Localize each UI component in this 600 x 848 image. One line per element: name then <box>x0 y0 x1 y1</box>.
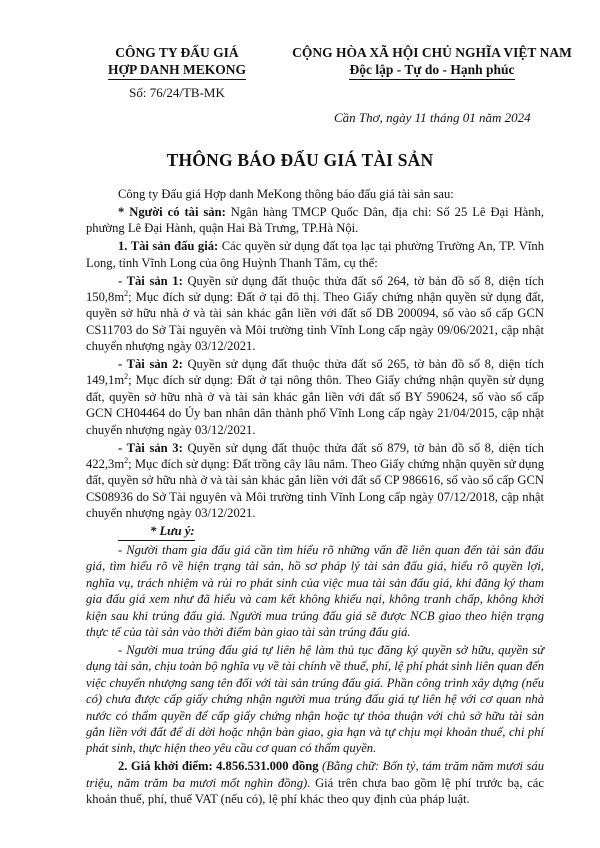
assets-paragraph <box>86 238 544 271</box>
notes-label: * Lưu ý: <box>118 523 195 540</box>
notes-label-paragraph <box>86 523 544 540</box>
asset-2-label: - Tài sản 2: <box>118 357 183 372</box>
asset-1-text-a: Quyền sử dụng đất thuộc thửa đất số 264, tờ bản đồ số 8, diện tích 150,8m <box>86 273 544 304</box>
nation-block <box>262 44 600 80</box>
asset-2-text-a: Quyền sử dụng đất thuộc thửa đất số 265, tờ bản đồ số 8, diện tích 149,1m <box>86 357 544 388</box>
asset-1-text-b: ; Mục đích sử dụng: Đất ở tại đô thị. Theo Giấy chứng nhận quyền sử dụng đất, quyền sở hữu nhà ở và tài sản khác gắn liền với đất số DB 200094, số vào sổ cấp GCN CS11703 do Sở Tài nguyên và Môi trường tỉnh Vĩnh Long cấp ngày 09/06/2021, cập nhật chuyển nhượng ngày 03/12/2021. <box>86 289 544 354</box>
nation-title: CỘNG HÒA XÃ HỘI CHỦ NGHĨA VIỆT NAM <box>292 45 572 60</box>
asset-2-paragraph <box>86 356 544 438</box>
asset-3-text-b: ; Mục đích sử dụng: Đất trồng cây lâu năm. Theo Giấy chứng nhận quyền sử dụng đất, quyền sở hữu nhà ở và tài sản khác gắn liền với đất số CP 986616, số vào sổ cấp GCN CS08936 do Sở Tài nguyên và Môi trường tỉnh Vĩnh Long cấp ngày 07/12/2018, cập nhật chuyển nhượng ngày 03/12/2021. <box>86 457 544 521</box>
price-label: 2. Giá khởi điểm: 4.856.531.000 đồng <box>118 759 319 774</box>
owner-label: * Người có tài sản: <box>118 204 226 219</box>
company-block <box>92 44 262 101</box>
document-body <box>86 186 544 809</box>
price-rest: Giá trên chưa bao gồm lệ phí trước bạ, các khoản thuế, phí, thuế VAT (nếu có), lệ phí khác theo quy định của pháp luật. <box>86 775 544 807</box>
company-name-line1: CÔNG TY ĐẤU GIÁ <box>115 45 239 60</box>
assets-text: Các quyền sử dụng đất tọa lạc tại phường Trường An, TP. Vĩnh Long, tỉnh Vĩnh Long của ông Huỳnh Thanh Tâm, cụ thể: <box>86 239 544 270</box>
asset-3-text-a: Quyền sử dụng đất thuộc thửa đất số 879, tờ bản đồ số 8, diện tích 422,3m <box>86 440 544 471</box>
company-name-line2: HỢP DANH MEKONG <box>108 61 246 80</box>
asset-2-sup: 2 <box>124 372 129 382</box>
assets-label: 1. Tài sản đấu giá: <box>118 239 219 254</box>
price-paragraph <box>86 758 544 807</box>
national-motto: Độc lập - Tự do - Hạnh phúc <box>349 61 514 80</box>
intro-paragraph: Công ty Đấu giá Hợp danh MeKong thông báo đấu giá tài sản sau: <box>118 187 454 201</box>
owner-text: Ngân hàng TMCP Quốc Dân, địa chỉ: Số 25 Lê Đại Hành, phường Lê Đại Hành, quận Hai Bà Trưng, TP.Hà Nội. <box>86 204 544 236</box>
price-in-words: (Bằng chữ: Bốn tỷ, tám trăm năm mươi sáu triệu, năm trăm ba mươi mốt nghìn đồng). <box>86 759 544 790</box>
document-title: THÔNG BÁO ĐẤU GIÁ TÀI SẢN <box>166 150 434 170</box>
asset-1-sup: 2 <box>124 288 129 298</box>
asset-1-label: - Tài sản 1: <box>118 273 183 288</box>
asset-3-label: - Tài sản 3: <box>118 440 183 455</box>
asset-1-paragraph <box>86 273 544 355</box>
issue-date: Cần Thơ, ngày 11 tháng 01 năm 2024 <box>334 110 531 125</box>
note-2: - Người mua trúng đấu giá tự liên hệ làm thủ tục đăng ký quyền sở hữu, quyền sử dụng tài sản, chịu toàn bộ nghĩa vụ về tài chính về thuế, phí, lệ phí phát sinh liên quan đến việc chuyển nhượng sang tên đối với tài sản trúng đấu giá. Phần công trình xây dựng (nếu có) chưa được cấp giấy chứng nhận người mua trúng đấu giá tự liên hệ với cơ quan nhà nước có thẩm quyền để cấp giấy chứng nhận hoặc tự thỏa thuận với chủ sở hữu tài sản gắn liền với đất để di dời hoặc nhận bàn giao, gia hạn và tự chịu mọi khoản thuế, chi phí phát sinh, thực hiện theo yêu cầu cơ quan có thẩm quyền. <box>86 642 544 756</box>
asset-3-sup: 2 <box>124 455 129 465</box>
owner-paragraph <box>86 204 544 237</box>
asset-2-text-b: ; Mục đích sử dụng: Đất ở tại nông thôn. Theo Giấy chứng nhận quyền sử dụng đất, quyền sở hữu nhà ở và tài sản khác gắn liền với đất số BY 590624, số vào sổ cấp GCN CH04464 do Ủy ban nhân dân thành phố Vĩnh Long cấp ngày 21/04/2015, cập nhật chuyển nhượng ngày 03/12/2021. <box>86 373 544 437</box>
asset-3-paragraph <box>86 440 544 522</box>
note-1: - Người tham gia đấu giá cần tìm hiểu rõ những vấn đề liên quan đến tài sản đấu giá, tìm hiểu rõ về hiện trạng tài sản, hồ sơ pháp lý tài sản đấu giá, hiểu rõ quyền lợi, nghĩa vụ, trách nhiệm và rủi ro phát sinh của việc mua tài sản đấu giá, khi đăng ký tham gia đấu giá xem như đã hiểu và cam kết không khiếu nại, không tranh chấp, không khởi kiện sau khi trúng đấu giá. Người mua trúng đấu giá sẽ được NCB giao theo hiện trạng thực tế của tài sản vào thời điểm bàn giao tài sản trúng đấu giá. <box>86 543 544 640</box>
document-number: Số: 76/24/TB-MK <box>129 85 225 100</box>
